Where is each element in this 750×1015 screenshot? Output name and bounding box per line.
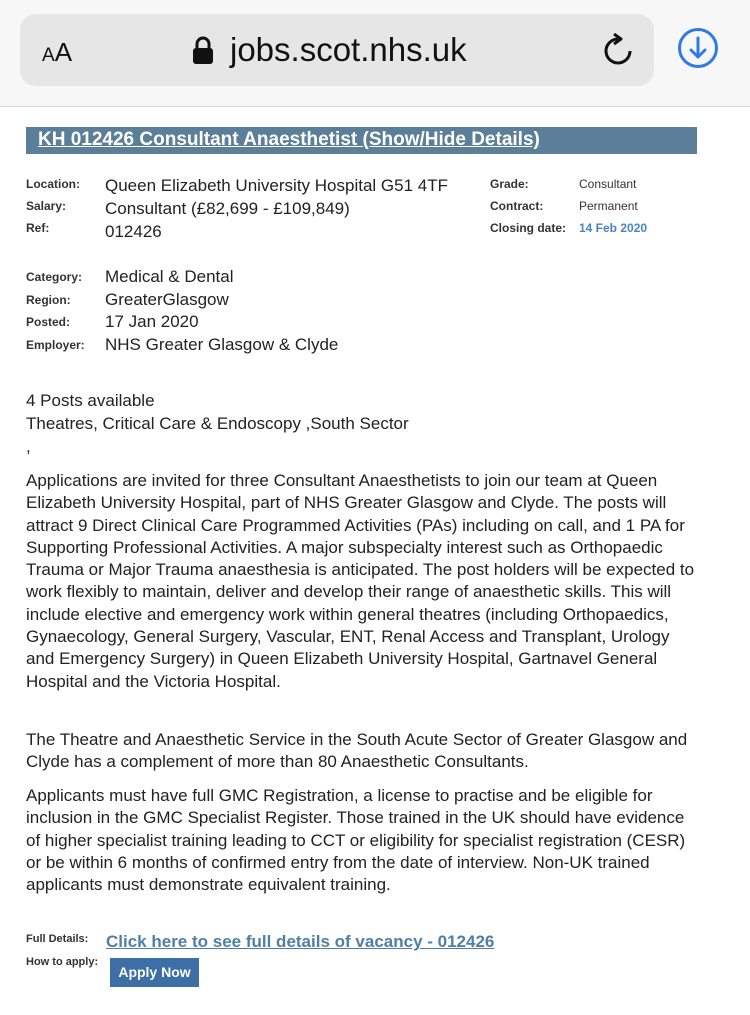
comma-text: , — [26, 437, 31, 456]
contract-value: Permanent — [579, 199, 638, 213]
location-value: Queen Elizabeth University Hospital G51 4TF — [105, 176, 448, 195]
full-details-label: Full Details: — [26, 933, 89, 945]
region-label: Region: — [26, 293, 71, 307]
description-paragraph: Applications are invited for three Consultant Anaesthetists to join our team at Queen Elizabeth University Hospital, part of NHS Greater Glasgow and Clyde. The posts will attract 9 Direct Clinical Care Programmed Activities (PAs) including on call, and 1 PA for Supporting Professional Activities. A major subspecialty interest such as Orthopaedic Trauma or Major Trauma anaesthesia is anticipated. The post holders will be expected to work flexibly to maintain, deliver and develop their range of anaesthetic skills. This will include elective and emergency work within general theatres (including Orthopaedics, Gynaecology, General Surgery, Vascular, ENT, Renal Access and Transplant, Urology and Emergency Surgery) in Queen Elizabeth University Hospital, Gartnavel General Hospital and the Victoria Hospital. — [26, 471, 695, 691]
download-icon[interactable] — [678, 28, 718, 68]
contract-label: Contract: — [490, 199, 544, 213]
grade-value: Consultant — [579, 177, 637, 191]
ref-value: 012426 — [105, 222, 162, 241]
description-paragraph: Applicants must have full GMC Registration, a license to practise and be eligible for inclusion in the GMC Specialist Register. Those trained in the UK should have evidence of higher specialist training leading to CCT or eligibility for specialist registration (CESR) or be within 6 months of confirmed entry from the date of interview. Non-UK trained applicants must demonstrate equivalent training. — [26, 786, 686, 895]
employer-label: Employer: — [26, 338, 85, 352]
region-value: GreaterGlasgow — [105, 290, 229, 309]
ref-label: Ref: — [26, 221, 50, 235]
how-to-apply-label: How to apply: — [26, 956, 99, 968]
description-paragraph: The Theatre and Anaesthetic Service in the South Acute Sector of Greater Glasgow and Clyde has a complement of more than 80 Anaesthetic Consultants. — [26, 730, 688, 772]
full-details-link[interactable]: Click here to see full details of vacancy - 012426 — [106, 932, 495, 951]
location-label: Location: — [26, 177, 80, 191]
url-text[interactable]: jobs.scot.nhs.uk — [230, 31, 467, 68]
reload-icon[interactable] — [602, 33, 634, 72]
employer-value: NHS Greater Glasgow & Clyde — [105, 335, 339, 354]
closing-date-value: 14 Feb 2020 — [579, 221, 648, 235]
text-size-button[interactable]: AA — [42, 37, 73, 67]
salary-label: Salary: — [26, 199, 67, 213]
grade-label: Grade: — [490, 177, 529, 191]
posted-value: 17 Jan 2020 — [105, 312, 199, 331]
lock-icon — [192, 35, 214, 70]
browser-toolbar — [0, 0, 750, 107]
salary-value: Consultant (£82,699 - £109,849) — [105, 199, 350, 218]
job-title-toggle-link[interactable]: KH 012426 Consultant Anaesthetist (Show/Hide Details) — [38, 129, 540, 150]
closing-date-label: Closing date: — [490, 221, 567, 235]
category-value: Medical & Dental — [105, 267, 234, 286]
apply-now-button[interactable]: Apply Now — [110, 958, 199, 987]
sector-text: Theatres, Critical Care & Endoscopy ,South Sector — [26, 414, 409, 433]
category-label: Category: — [26, 270, 83, 284]
job-title-bar — [26, 127, 697, 154]
posts-available: 4 Posts available — [26, 391, 155, 410]
posted-label: Posted: — [26, 315, 71, 329]
address-bar[interactable] — [20, 14, 654, 86]
